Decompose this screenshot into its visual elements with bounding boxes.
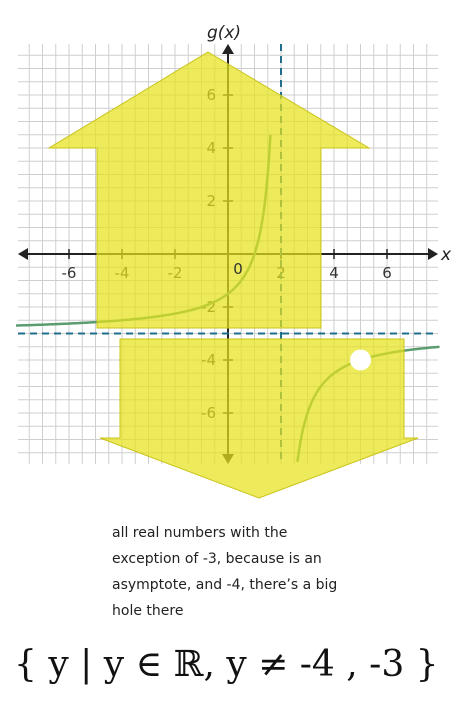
x-tick-label: 4	[329, 264, 339, 282]
origin-label: 0	[233, 260, 243, 278]
y-axis-label: g(x)	[206, 23, 242, 43]
caption-line: exception of -3, because is an	[112, 551, 322, 567]
y-axis-arrow-top	[222, 44, 234, 54]
point-marks	[351, 350, 371, 370]
x-tick-label: -6	[61, 264, 77, 282]
range-set-notation: { y | y ∈ ℝ, y ≠ -4 , -3 }	[14, 644, 439, 685]
caption-text	[112, 520, 372, 624]
caption-line: hole there	[112, 603, 184, 619]
x-axis-arrow-right	[428, 248, 438, 260]
x-axis-label: x	[440, 245, 452, 265]
x-tick-label: 6	[382, 264, 392, 282]
caption-line: asymptote, and -4, there’s a big	[112, 577, 338, 593]
open-point-hole	[351, 350, 371, 370]
caption-line: all real numbers with the	[112, 525, 288, 541]
x-axis-arrow-left	[18, 248, 28, 260]
